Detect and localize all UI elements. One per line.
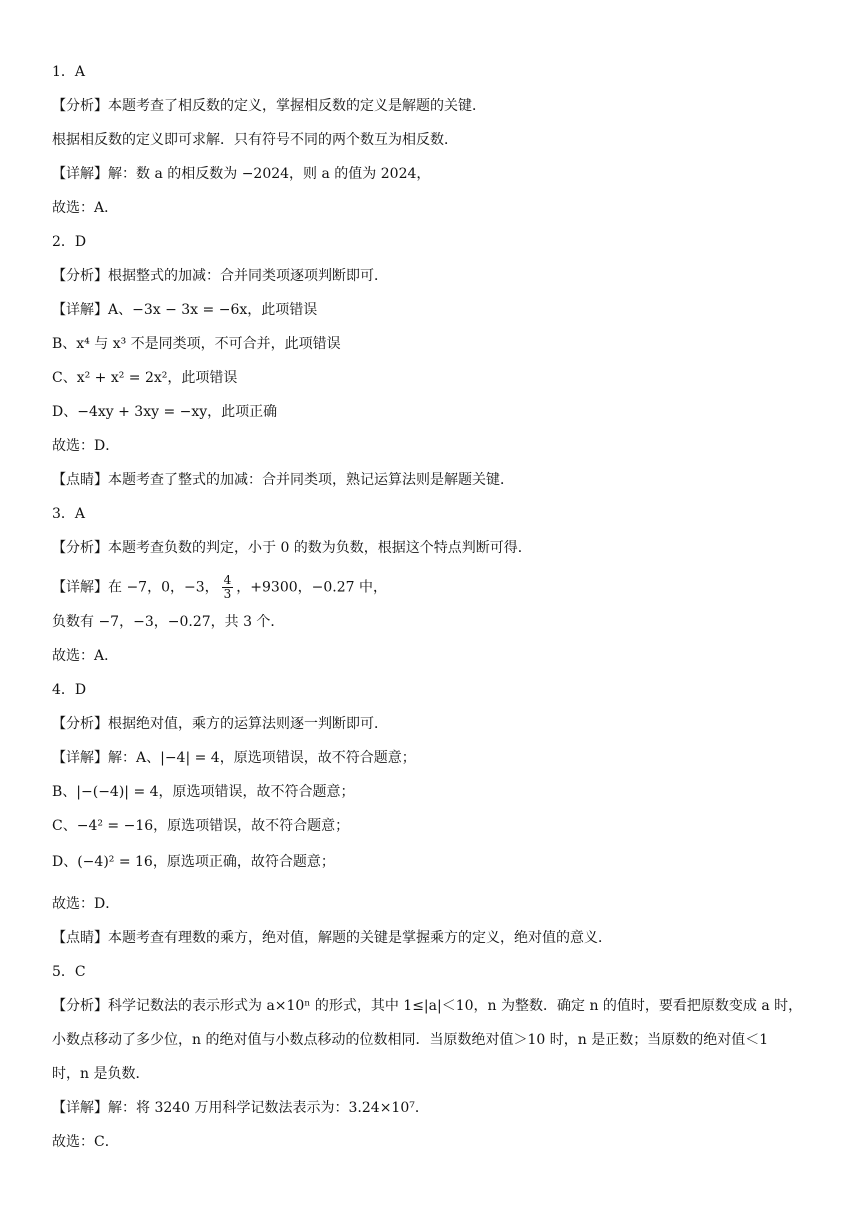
q3-detail-start: 【详解】在 −7，0，−3， [52,579,219,596]
q2-choice: 故选：D． [52,438,120,454]
q3-answer: 3．A [52,506,86,522]
q1-choice: 故选：A． [52,200,119,216]
q4-detail-d: D、(−4)² = 16，原选项正确，故符合题意； [52,854,335,870]
q4-detail-c: C、−4² = −16，原选项错误，故不符合题意； [52,818,350,834]
q5-analysis-end: 时，n 是负数． [52,1066,150,1082]
q1-analysis: 【分析】本题考查了相反数的定义，掌握相反数的定义是解题的关键． [52,98,486,114]
q4-detail-a: 【详解】解：A、|−4| = 4，原选项错误，故不符合题意； [52,750,416,766]
q4-analysis: 【分析】根据绝对值，乘方的运算法则逐一判断即可． [52,716,388,732]
fraction-four-thirds [222,574,234,601]
q4-comment: 【点睛】本题考查有理数的乘方，绝对值，解题的关键是掌握乘方的定义，绝对值的意义． [52,930,612,946]
q2-analysis: 【分析】根据整式的加减：合并同类项逐项判断即可． [52,268,388,284]
q3-choice: 故选：A． [52,648,119,664]
q3-detail [52,574,822,601]
q3-negatives: 负数有 −7，−3，−0.27，共 3 个． [52,614,285,630]
q5-answer: 5．C [52,964,86,980]
q2-detail-b: B、x⁴ 与 x³ 不是同类项，不可合并，此项错误 [52,336,341,352]
fraction-numerator: 4 [223,573,232,587]
q1-analysis-cont: 根据相反数的定义即可求解．只有符号不同的两个数互为相反数． [52,132,458,148]
q2-detail-c: C、x² + x² = 2x²，此项错误 [52,370,238,386]
q4-answer: 4．D [52,682,87,698]
q3-detail-end: ，+9300，−0.27 中， [236,579,387,596]
q2-answer: 2．D [52,234,87,250]
q1-detail: 【详解】解：数 a 的相反数为 −2024，则 a 的值为 2024， [52,166,431,182]
q5-analysis-cont: 小数点移动了多少位，n 的绝对值与小数点移动的位数相同．当原数绝对值＞10 时，n 是正数；当原数的绝对值＜1 [52,1032,769,1048]
q4-detail-b: B、|−(−4)| = 4，原选项错误，故不符合题意； [52,784,355,800]
q1-answer: 1．A [52,64,86,80]
q2-comment: 【点睛】本题考查了整式的加减：合并同类项，熟记运算法则是解题关键． [52,472,514,488]
fraction-denominator: 3 [223,587,232,601]
q4-choice: 故选：D． [52,896,120,912]
q3-analysis: 【分析】本题考查负数的判定，小于 0 的数为负数，根据这个特点判断可得． [52,540,532,556]
q2-detail-d: D、−4xy + 3xy = −xy，此项正确 [52,404,278,420]
q5-choice: 故选：C． [52,1134,119,1150]
q2-detail-a: 【详解】A、−3x − 3x = −6x，此项错误 [52,302,318,318]
q5-detail: 【详解】解：将 3240 万用科学记数法表示为：3.24×10⁷． [52,1100,429,1116]
q5-analysis: 【分析】科学记数法的表示形式为 a×10ⁿ 的形式，其中 1≤|a|＜10，n 为整数．确定 n 的值时，要看把原数变成 a 时， [52,998,803,1014]
